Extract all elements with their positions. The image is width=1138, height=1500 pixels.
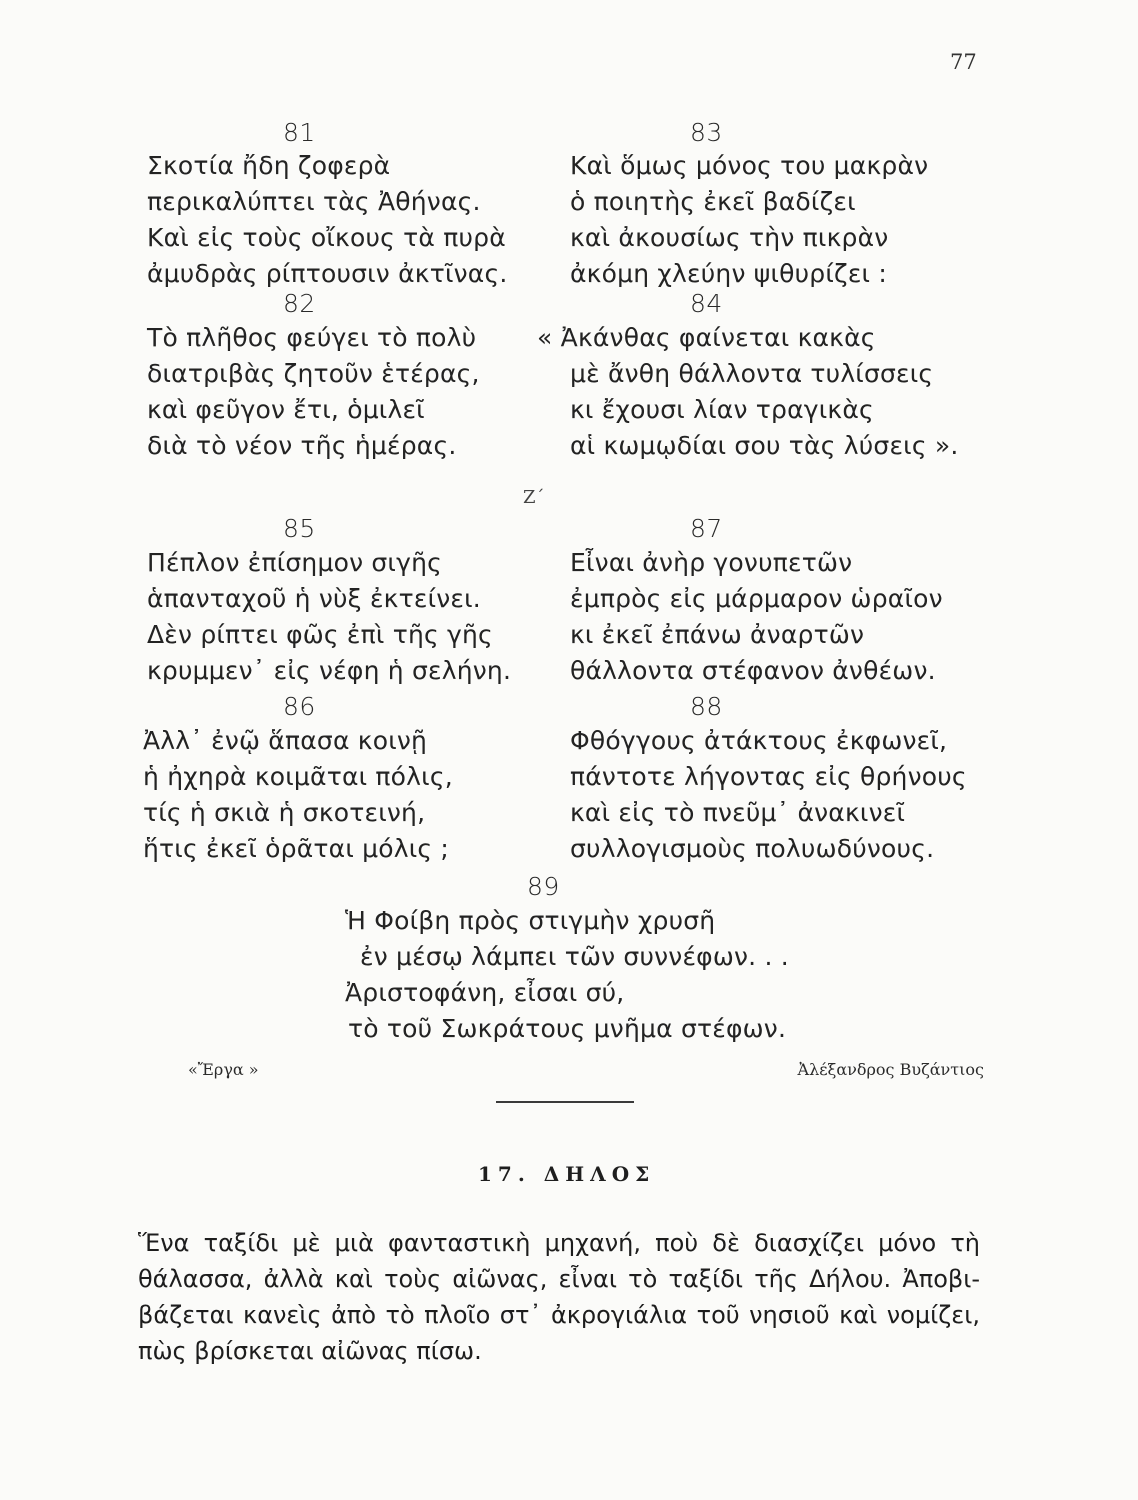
stanza-82 [147,320,480,464]
page-number: 77 [950,50,977,74]
verse-line: Καὶ ὅμως μόνος του μακρὰν [570,151,929,180]
verse-line: κρυμμεν᾽ εἰς νέφη ἡ σελήνη. [147,656,512,685]
verse-line: διὰ τὸ νέον τῆς ἡμέρας. [147,431,457,460]
prose-line: θάλασσα, ἀλλὰ καὶ τοὺς αἰῶνας, εἶναι τὸ ταξίδι τῆς Δήλου. Ἀποβι- [138,1265,980,1293]
verse-line: Ἀλλ᾽ ἐνῷ ἅπασα κοινῇ [143,726,428,755]
stanza-number-82: 82 [283,289,316,318]
stanza-number-85: 85 [283,514,316,543]
stanza-86 [143,723,453,867]
verse-line: αἱ κωμῳδίαι σου τὰς λύσεις ». [570,431,959,460]
verse-line: ἡ ἠχηρὰ κοιμᾶται πόλις, [143,762,453,791]
author-name: Ἀλέξανδρος Βυζάντιος [797,1060,984,1079]
verse-line: Τὸ πλῆθος φεύγει τὸ πολὺ [147,323,477,352]
verse-line: « Ἀκάνθας φαίνεται κακὰς [537,323,876,352]
verse-line: ἐν μέσῳ λάμπει τῶν συννέφων. . . [360,942,789,971]
stanza-number-86: 86 [283,692,316,721]
verse-line: ἥτις ἐκεῖ ὁρᾶται μόλις ; [143,834,450,863]
stanza-number-83: 83 [690,118,723,147]
stanza-85 [147,545,511,689]
stanza-81 [147,148,508,292]
section-mark: Ζ΄ [523,487,545,508]
verse-line: καὶ εἰς τὸ πνεῦμ᾽ ἀνακινεῖ [570,798,906,827]
verse-line: ὁ ποιητὴς ἐκεῖ βαδίζει [570,187,856,216]
verse-line: ἐμπρὸς εἰς μάρμαρον ὡραῖον [570,584,943,613]
verse-line: Σκοτία ἤδη ζοφερὰ [147,151,391,180]
stanza-number-88: 88 [690,692,723,721]
verse-line: μὲ ἄνθη θάλλοντα τυλίσσεις [570,359,934,388]
stanza-84 [537,320,958,464]
verse-line: Δὲν ρίπτει φῶς ἐπὶ τῆς γῆς [147,620,493,649]
prose-line: Ἕνα ταξίδι μὲ μιὰ φανταστικὴ μηχανή, ποὺ δὲ διασχίζει μόνο τὴ [138,1229,980,1257]
stanza-83 [570,148,928,292]
verse-line: ἁπανταχοῦ ἡ νὺξ ἐκτείνει. [147,584,481,613]
verse-line: τίς ἡ σκιὰ ἡ σκοτεινή, [143,798,426,827]
verse-line: καὶ φεῦγον ἔτι, ὁμιλεῖ [147,395,425,424]
verse-line: Ἡ Φοίβη πρὸς στιγμὴν χρυσῆ [345,906,716,935]
prose-line: πὼς βρίσκεται αἰῶνας πίσω. [138,1337,482,1365]
verse-line: καὶ ἀκουσίως τὴν πικρὰν [570,223,889,252]
stanza-87 [570,545,943,689]
verse-line: πάντοτε λήγοντας εἰς θρήνους [570,762,967,791]
verse-line: θάλλοντα στέφανον ἀνθέων. [570,656,936,685]
stanza-number-87: 87 [690,514,723,543]
verse-line: Φθόγγους ἀτάκτους ἐκφωνεῖ, [570,726,948,755]
stanza-89 [345,903,789,1047]
prose-line: βάζεται κανεὶς ἀπὸ τὸ πλοῖο στ᾽ ἀκρογιάλια τοῦ νησιοῦ καὶ νομίζει, [138,1301,980,1329]
verse-line: Πέπλον ἐπίσημον σιγῆς [147,548,443,577]
verse-line: διατριβὰς ζητοῦν ἑτέρας, [147,359,480,388]
stanza-number-81: 81 [283,118,316,147]
stanza-number-84: 84 [690,289,723,318]
verse-line: περικαλύπτει τὰς Ἀθήνας. [147,187,481,216]
prose-paragraph [138,1225,980,1369]
verse-line: συλλογισμοὺς πολυωδύνους. [570,834,935,863]
stanza-number-89: 89 [527,872,560,901]
verse-line: Εἶναι ἀνὴρ γονυπετῶν [570,548,853,577]
verse-line: ἀμυδρὰς ρίπτουσιν ἀκτῖνας. [147,259,508,288]
attribution-row [188,1060,984,1088]
verse-line: Ἀριστοφάνη, εἶσαι σύ, [345,978,625,1007]
verse-line: κι ἐκεῖ ἐπάνω ἀναρτῶν [570,620,865,649]
stanza-88 [570,723,967,867]
section-divider [496,1101,634,1103]
verse-line: Καὶ εἰς τοὺς οἴκους τὰ πυρὰ [147,223,506,252]
source-label: «Ἔργα » [188,1060,259,1079]
verse-line: ἀκόμη χλεύην ψιθυρίζει : [570,259,887,288]
verse-line: τὸ τοῦ Σωκράτους μνῆμα στέφων. [348,1014,787,1043]
section-title: 17. ΔΗΛΟΣ [478,1162,656,1186]
verse-line: κι ἔχουσι λίαν τραγικὰς [570,395,874,424]
